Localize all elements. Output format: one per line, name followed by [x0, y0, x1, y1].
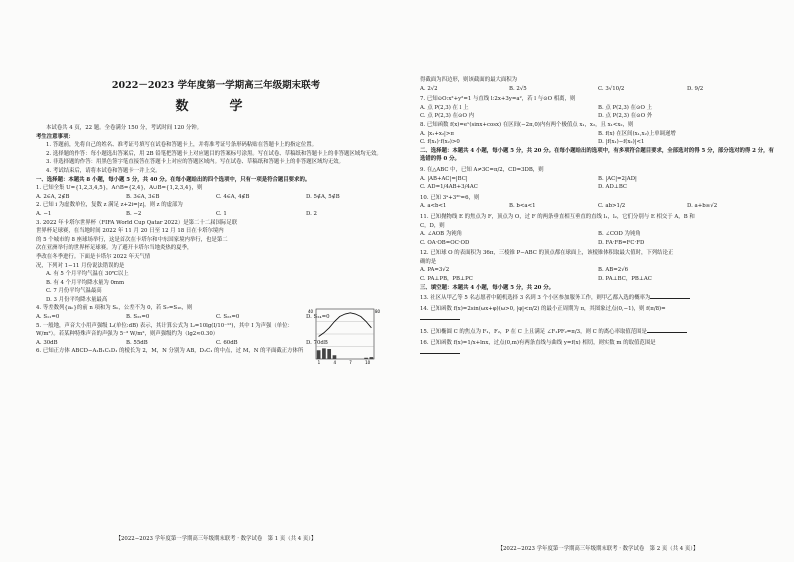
- question-7-options: [420, 104, 776, 121]
- question-11: 11. 已知抛物线 E 的焦点为 F，顶点为 O，过 F 的两条垂直相互垂直的直线 l₁，l₂，它们分别与 E 相交于 A，B 和: [420, 213, 695, 220]
- option: C. 4∈A, 4∉B: [216, 193, 250, 200]
- question-14-blank-line: [420, 313, 776, 324]
- rain-bar: [322, 348, 326, 359]
- question-8: 8. 已知函数 f(x)=eˣ(sinx+cosx) 在区间(−2π,0)内有两个极值点 x₁，x₂，且 x₁<x₂，则: [420, 121, 634, 128]
- month-tick: 7: [349, 360, 352, 365]
- answer-blank: [647, 326, 687, 333]
- option: C. PA⊥PB，PB⊥PC: [420, 276, 473, 283]
- question-2-options: [36, 210, 396, 219]
- question-3-line: 季改在冬季进行。下面是卡塔尔 2022 年天气情: [36, 253, 151, 260]
- option: D. 5∉A, 5∉B: [306, 193, 340, 200]
- question-3-line: 的 5 个城市的 8 座球场举行，这是首次在卡塔尔和中东国家境内举行，也是第二: [36, 236, 228, 243]
- question-12-line: 确的是: [420, 258, 437, 265]
- exam-title: 2022－2023 学年度第一学期高三年级期末联考: [111, 80, 321, 91]
- option: D. 70dB: [306, 339, 328, 346]
- option: C. 3√10/2: [598, 85, 625, 92]
- option: A. 2√2: [420, 85, 438, 92]
- answer-blank: [420, 347, 460, 354]
- temperature-line: [319, 313, 372, 337]
- rain-bar: [333, 355, 337, 359]
- option: A. 30dB: [36, 339, 58, 346]
- option: B. |AC|=2|AD|: [598, 175, 637, 182]
- option: D. 点 P(2,3) 在⊙O 外: [598, 113, 653, 120]
- question-13-text: 13. 社区从甲乙等 5 名志愿者中随机选择 3 名到 3 个小区参加服务工作，则甲乙都入选的概率为: [420, 295, 651, 302]
- answer-blank: [650, 292, 690, 299]
- question-6-options: [420, 85, 776, 94]
- question-3-line: 次在亚洲举行的世界杯足球赛。为了避开卡塔尔当地炎热的夏季，: [36, 245, 193, 252]
- section-2-heading: 二、选择题：本题共 4 小题，每小题 5 分，共 20 分。在每小题给出的选项中，有多项符合题目要求，全部选对的得 5 分，部分选对的得 2 分，有选错的得 0 分。: [420, 147, 774, 163]
- option: C. ab>1/2: [598, 203, 626, 210]
- climate-chart: [306, 306, 384, 368]
- option: A. |AB+AC|=|BC|: [420, 175, 468, 182]
- page-1-footer: 【2022−2023 学年度第一学期高三年级期末联考 · 数学试卷 第 1 页（共 4 页）】: [115, 536, 317, 543]
- chart-grid: [316, 322, 374, 347]
- month-tick: 4: [333, 360, 337, 365]
- section-3-heading: 三、填空题：本题共 4 小题，每小题 5 分，共 20 分。: [420, 284, 555, 291]
- option: D. a+b≥√2: [687, 203, 718, 210]
- question-8-options: [420, 130, 776, 147]
- option: D. 9/2: [687, 85, 704, 92]
- option: B. f(x) 在区间(x₁,x₂)上单调递增: [598, 130, 676, 137]
- option: A. 有 5 个月平均气温在 30℃以上: [46, 271, 129, 278]
- option: D. FA·FB=FC·FD: [598, 239, 645, 246]
- question-11-line: C，D，则: [420, 222, 445, 229]
- question-10-options: [420, 202, 776, 211]
- option: A. |x₁+x₂|>π: [420, 130, 454, 137]
- y-left-label: 40: [308, 309, 314, 314]
- option: D. PA⊥BC，PB⊥AC: [598, 276, 652, 283]
- option: B. b<a<1: [509, 203, 536, 210]
- note-2: 2. 选择题的作答：每小题选出答案后，用 2B 铅笔把答题卡上对应题目的答案标号涂黑。写在试卷、草稿纸和答题卡上的非答题区域均无效。: [46, 150, 382, 157]
- rain-bar: [364, 358, 368, 359]
- y-right-label: 80: [375, 309, 381, 314]
- question-2: 2. 已知 i 为虚数单位，复数 z 满足 z+2i=|z|，则 z 的虚部为: [36, 202, 183, 209]
- question-3-line: 3. 2022 年卡塔尔世界杯（FIFA World Cup Qatar 2022）是第二十二届国际足联: [36, 219, 238, 226]
- question-12: 12. 已知球 O 的表面积为 36π，三棱锥 P−ABC 的顶点都在球面上，该棱锥体积取最大值时，下列结论正: [420, 250, 674, 257]
- rain-bar: [327, 349, 331, 359]
- option: B. 2√5: [509, 85, 527, 92]
- option: D. 2: [306, 210, 317, 217]
- option: A. −1: [36, 210, 52, 217]
- note-1: 1. 答题前，先将自己的姓名、准考证号填写在试卷和答题卡上，并将准考证号条形码粘贴在答题卡上的指定位置。: [46, 142, 317, 149]
- question-15: [420, 326, 776, 337]
- option: B. S₂₂=0: [126, 314, 150, 321]
- option: B. 55dB: [126, 339, 148, 346]
- question-6-continued: 得截面为四边形，则该截面的最大面积为: [420, 77, 518, 83]
- exam-page-1: [36, 66, 396, 544]
- option: D. |f(x₁)−f(x₂)|<1: [598, 139, 645, 146]
- rain-bar: [317, 350, 321, 359]
- question-4: 4. 等差数列{aₙ}的前 n 项和为 Sₙ，公差不为 0，若 S₇=S₁₆，则: [36, 305, 193, 312]
- option: A. ∠AOB 为钝角: [420, 231, 462, 238]
- page-2-footer: 【2022−2023 学年度第一学期高三年级期末联考 · 数学试卷 第 2 页（共 4 页）】: [497, 546, 699, 553]
- option: B. 点 P(2,3) 在⊙O 上: [598, 104, 653, 111]
- option: B. ∠COD 为钝角: [598, 231, 641, 238]
- option: C. 1: [216, 210, 227, 217]
- option: B. 3∈A, 3∈B: [126, 193, 160, 200]
- option: C. f(x₁)·f(x₂)>0: [420, 139, 460, 146]
- question-1: 1. 已知全集 U={1,2,3,4,5}，A∩B={2,4}，A∪B={1,2,3,4}，则: [36, 185, 203, 192]
- question-14: 14. 已知函数 f(x)=2sin(ωx+φ)(ω>0, |φ|<π/2) 的最小正周期为 π，其图象过点(0,−1)，则 f(π/8)=: [420, 305, 666, 312]
- month-tick: 10: [365, 360, 371, 365]
- question-10: 10. 已知 3ᵃ+3²ᵇ=6，则: [420, 194, 480, 201]
- question-3-line: 况，下列对 1−11 月份说法错误的是: [36, 262, 125, 269]
- question-11-options: [420, 230, 776, 247]
- month-tick: 1: [317, 360, 321, 365]
- rain-bar: [370, 357, 374, 359]
- option: D. 3 月份平均降水量最高: [46, 296, 108, 303]
- option: B. AB=2√6: [598, 267, 629, 274]
- exam-page-2: [420, 76, 776, 554]
- question-6: 6. 已知正方体 ABCD−A₁B₁C₁D₁ 的棱长为 2，M，N 分别为 AB，D₁C₁ 的中点，过 M，N 的平面截正方体所: [36, 348, 304, 355]
- question-9: 9. 在△ABC 中，已知 A≠3C=π/2，CD=3DB，则: [420, 166, 544, 173]
- option: C. 7 月份平均气温最高: [46, 288, 102, 295]
- option: A. a<b<1: [420, 203, 447, 210]
- option: C. S₂₃=0: [216, 314, 240, 321]
- option: D. AD⊥BC: [598, 184, 628, 191]
- question-5: 5. 一般地，声音大小用声强级 Lᵢ(单位:dB) 表示，其计算公式为 Lᵢ=10lg(I/10⁻¹²)，其中 I 为声强（单位：: [36, 322, 293, 329]
- option: A. S₁₁=0: [36, 314, 60, 321]
- question-5-line: W/m²）。若某种特殊声音的声强为 5⁻³ W/m²，则声强级约为（lg2≈0.30）: [36, 331, 219, 338]
- question-7: 7. 已知⊙O:x²+y²=1 与直线 l:2x+3y=a²，若 l 与⊙O 相离，则: [420, 96, 576, 103]
- option: A. 2∈A, 2∉B: [36, 193, 70, 200]
- question-15-text: 15. 已知椭圆 C 的焦点为 F₁，F₂，P 在 C 上且满足 ∠F₁PF₂=π/3，则 C 的离心率取值范围是: [420, 329, 647, 336]
- question-16: 16. 已知函数 f(x)=1/x+lnx，过点(0,m)有两条直线与曲线 y=f(x) 相切，则实数 m 的取值范围是: [420, 339, 656, 346]
- option: B. −2: [126, 210, 142, 217]
- chart-bars: [317, 348, 373, 359]
- question-3: [36, 219, 272, 305]
- option: C. AD=1/4AB+3/4AC: [420, 184, 478, 191]
- question-1-options: [36, 193, 396, 202]
- question-16-blank-line: [420, 347, 776, 358]
- option: A. PA=3√2: [420, 267, 450, 274]
- option: C. 60dB: [216, 339, 238, 346]
- question-13: [420, 292, 776, 303]
- section-1-heading: 一、选择题：本题共 8 小题，每小题 5 分，共 40 分。在每小题给出的四个选项中，只有一项是符合题目要求的。: [36, 176, 311, 183]
- option: A. 点 P(2,3) 在 l 上: [420, 104, 469, 111]
- option: D. S₂₄=0: [306, 314, 330, 321]
- note-3: 3. 非选择题的作答：用黑色签字笔直接答在答题卡上对应的答题区域内。写在试卷、草稿纸和答题卡上的非答题区域均无效。: [46, 159, 344, 166]
- note-4: 4. 考试结束后，请将本试卷和答题卡一并上交。: [46, 167, 161, 174]
- option: C. 点 P(2,3) 在⊙O 内: [420, 113, 475, 120]
- question-3-line: 世界杯足球赛，在当地时间 2022 年 11 月 20 日至 12 月 18 日在卡塔尔境内: [36, 228, 224, 235]
- exam-subject: 数 学: [175, 99, 257, 114]
- option: C. OA·OB=OC·OD: [420, 239, 470, 246]
- exam-notice: 本试卷共 4 页，22 题。全卷满分 150 分，考试时间 120 分钟。: [46, 125, 203, 131]
- answer-blank: [420, 313, 460, 320]
- question-12-options: [420, 266, 776, 283]
- question-9-options: [420, 175, 776, 192]
- chart-x-ticks: [318, 360, 371, 365]
- notes-title: 考生注意事项：: [36, 133, 74, 140]
- option: B. 有 4 个月平均降水量为 0mm: [46, 279, 125, 286]
